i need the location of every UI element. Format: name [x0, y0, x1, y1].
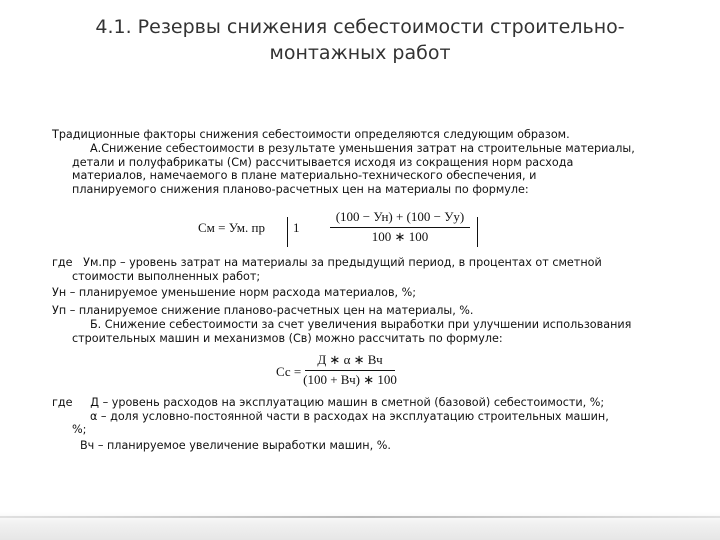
section-a-line-3: материалов, намечаемого в плане материально-технического обеспечения, и — [72, 169, 537, 183]
formula-a-left-bracket — [287, 217, 288, 247]
title-line-2: монтажных работ — [269, 42, 451, 64]
formula-b-denominator: (100 + Вч) ∗ 100 — [303, 372, 397, 387]
intro-paragraph — [52, 128, 692, 142]
bottom-decoration-line — [0, 516, 720, 518]
intro-text: Традиционные факторы снижения себестоимости определяются следующим образом. — [52, 128, 570, 141]
definition-d — [52, 396, 692, 410]
definitions-b — [52, 396, 692, 452]
formula-a-numerator: (100 − Ун) + (100 − Уу) — [335, 209, 465, 224]
where-label-a: где — [52, 256, 73, 269]
definition-vch: Вч – планируемое увеличение выработки машин, %. — [80, 438, 391, 452]
definition-ump-line-2: стоимости выполненных работ; — [72, 269, 261, 283]
definition-alpha-line-2: %; — [72, 423, 87, 437]
definition-alpha-line-1: α – доля условно-постоянной части в расходах на эксплуатацию строительных машин, — [90, 409, 609, 423]
section-a-line-1: А.Снижение себестоимости в результате уменьшения затрат на строительные материалы, — [90, 142, 635, 155]
where-label-b: где — [52, 396, 73, 409]
section-a-line-4: планируемого снижения планово-расчетных цен на материалы по формуле: — [72, 182, 529, 196]
formula-b-fraction-bar — [305, 370, 395, 371]
formula-a-right-bracket — [477, 217, 478, 247]
section-a-line-2: детали и полуфабрикаты (См) рассчитывается исходя из сокращения норм расхода — [72, 155, 574, 169]
definition-ump — [52, 256, 692, 270]
section-b-paragraph — [52, 318, 692, 345]
section-a-paragraph — [52, 142, 692, 196]
definition-up: Уп – планируемое снижение планово-расчетных цен на материалы, %. — [52, 303, 474, 317]
section-b-line-1: Б. Снижение себестоимости за счет увеличения выработки при улучшении использования — [90, 318, 632, 331]
definition-ump-line-1: Ум.пр – уровень затрат на материалы за предыдущий период, в процентах от сметной — [83, 256, 602, 269]
definition-un: Ун – планируемое уменьшение норм расхода материалов, %; — [52, 286, 417, 300]
title-line-1: 4.1. Резервы снижения себестоимости строительно- — [95, 16, 625, 38]
definitions-a — [52, 256, 692, 317]
formula-a-denominator: 100 ∗ 100 — [371, 229, 429, 244]
formula-a-lhs: См = Ум. пр — [198, 220, 265, 235]
definition-d-text: Д – уровень расходов на эксплуатацию машин в сметной (базовой) себестоимости, %; — [90, 396, 605, 409]
formula-a-fraction-bar — [330, 227, 470, 228]
formula-a-one: 1 — [293, 220, 300, 235]
section-b-line-2: строительных машин и механизмов (Св) можно рассчитать по формуле: — [72, 331, 503, 345]
formula-b-numerator: Д ∗ α ∗ Вч — [317, 352, 383, 367]
slide-title — [80, 14, 640, 66]
formula-b-lhs: Сс = — [276, 364, 302, 379]
